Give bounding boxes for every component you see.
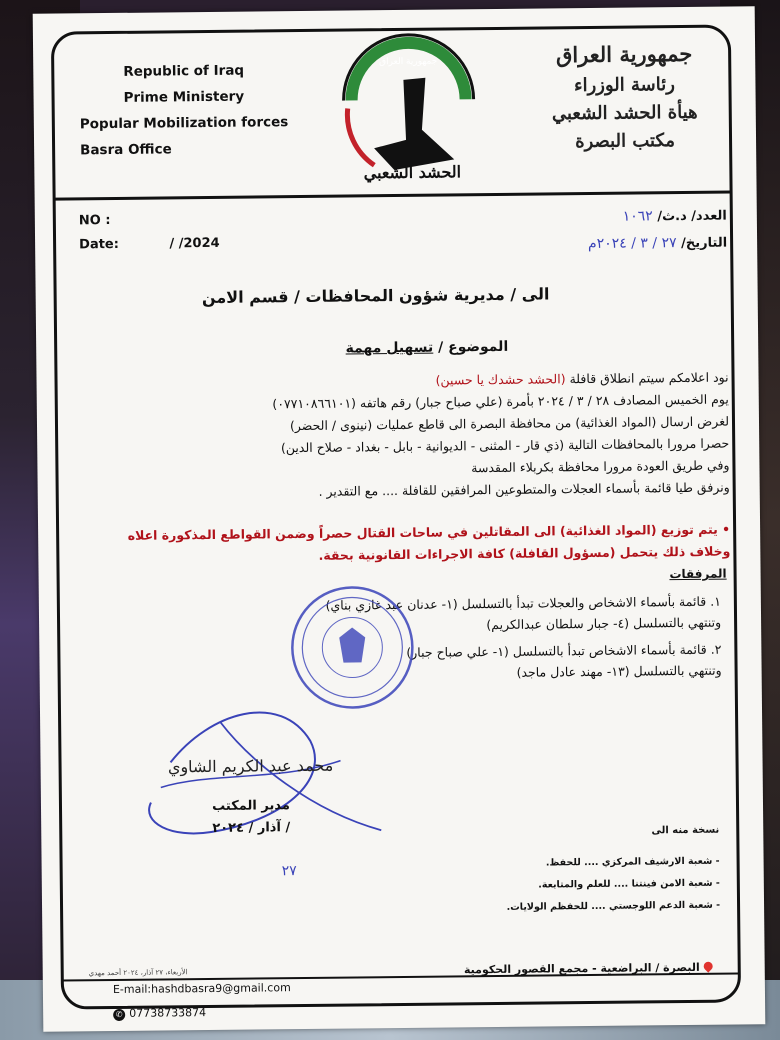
signatory-name: محمد عبد الكريم الشاوي	[167, 755, 334, 777]
scan-date: الأربعاء، ٢٧ آذار، ٢٠٢٤ أحمد مهدي	[88, 968, 188, 978]
body-line: لغرض ارسال (المواد الغذائية) من محافظة البصرة الى قاطع عمليات (نينوى / الحضر)	[289, 413, 730, 434]
attachment-line: ١. قائمة بأسماء الاشخاص والعجلات تبدأ بالتسلسل (١- عدنان عبد غازي بناي)	[325, 593, 721, 613]
header-arabic	[519, 37, 730, 157]
header-en-line: Basra Office	[80, 141, 172, 159]
num-value-ar: ١٠٦٢	[622, 208, 653, 225]
attachments-title: المرفقات	[669, 566, 727, 582]
logo-ring-text: جمهورية العراق	[379, 56, 438, 68]
body-line: ونرفق طيا قائمة بأسماء العجلات والمتطوعين المرافقين للقافلة .... مع التقدير .	[318, 479, 730, 499]
copies-list	[480, 851, 721, 920]
official-stamp	[287, 582, 418, 713]
header-ar-line: هيأة الحشد الشعبي	[551, 101, 698, 125]
attachment-line: وتنتهي بالتسلسل (١٣- مهند عادل ماجد)	[516, 662, 722, 680]
footer-email: E-mail:hashdbasra9@gmail.com	[112, 981, 291, 997]
body-line: يوم الخميس المصادف ٢٨ / ٣ / ٢٠٢٤ بأمرة (علي صباح جبار) رقم هاتفه (٠٧٧١٠٨٦٦١٠١)	[272, 391, 729, 412]
date-value: / /2024	[169, 235, 220, 252]
copies-title: نسخة منه الى	[651, 824, 720, 837]
footer-address-row	[464, 961, 713, 977]
num-label-ar: العدد/ د.ث/	[657, 208, 727, 225]
date-value-ar: ٢٧ / ٣ / ٢٠٢٤م	[587, 235, 677, 253]
date-label: Date:	[79, 236, 119, 253]
note-line: • يتم توزيع (المواد الغذائية) الى المقاتلين في ساحات القتال حصراً وضمن القواطع المذكورة اعلاه	[127, 521, 731, 543]
letter-body	[98, 367, 729, 506]
phone-icon: ✆	[113, 1009, 125, 1021]
ref-arabic	[588, 203, 728, 258]
warning-note	[100, 519, 730, 570]
location-pin-icon	[702, 960, 715, 973]
footer-address: البصرة / البراضعية - مجمع القصور الحكومية	[463, 960, 700, 977]
header-en-line: Popular Mobilization forces	[79, 114, 289, 133]
date-label-ar: التاريخ/	[681, 235, 728, 252]
header-ar-line: رئاسة الوزراء	[573, 74, 675, 97]
logo-red-arc	[347, 108, 374, 165]
logo-mark	[373, 77, 454, 170]
signature-date: / آذار / ٢٠٢٤	[212, 820, 291, 836]
header-en-line: Prime Ministery	[123, 88, 245, 106]
pmf-logo	[333, 29, 485, 191]
ref-english	[79, 208, 220, 257]
logo-text: الحشد الشعبي	[363, 162, 462, 183]
document-page	[33, 6, 766, 1032]
attachment-line: وتنتهي بالتسلسل (٤- جبار سلطان عبدالكريم)	[486, 614, 722, 633]
signatory-block	[191, 795, 311, 840]
body-line: وفي طريق العودة مرورا محافظة بكربلاء المقدسة	[471, 457, 730, 476]
recipient: الى / مديرية شؤون المحافظات / قسم الامن	[201, 284, 550, 308]
header-en-line: Republic of Iraq	[123, 62, 245, 80]
body-line: حصرا مرورا بالمحافظات التالية (ذي قار - المثنى - الديوانية - بابل - بغداد - صلاح الدين)	[280, 435, 730, 456]
footer-phone-row	[113, 1006, 206, 1021]
note-line: وخلاف ذلك يتحمل (مسؤول القافلة) كافة الاجراءات القانونية بحقة.	[318, 543, 731, 563]
handwritten-note: ٢٧	[281, 863, 297, 880]
no-label: NO :	[78, 213, 111, 229]
header-ar-line: مكتب البصرة	[575, 130, 676, 153]
body-line: نود اعلامكم سيتم انطلاق قافلة	[569, 369, 729, 387]
signatory-title: مدير المكتب	[212, 798, 290, 814]
copy-item: - شعبة الارشيف المركزي .... للحفظ.	[545, 855, 720, 869]
header-english	[79, 57, 310, 163]
copy-item: - شعبة الدعم اللوجستي .... للحفظم الولايات.	[506, 899, 721, 913]
attachment-line: ٢. قائمة بأسماء الاشخاص تبدأ بالتسلسل (١- علي صباح جبار)	[406, 641, 722, 660]
convoy-name: (الحشد حشدك يا حسين)	[435, 371, 566, 388]
copy-item: - شعبة الامن فينتنا .... للعلم والمتابعة.	[538, 877, 720, 891]
subject-label: الموضوع /	[438, 338, 509, 356]
signature	[130, 700, 392, 873]
subject	[346, 339, 509, 357]
subject-value: تسهيل مهمة	[345, 339, 434, 357]
footer-phone: 07738733874	[129, 1006, 207, 1020]
header-ar-line: جمهورية العراق	[555, 40, 693, 68]
